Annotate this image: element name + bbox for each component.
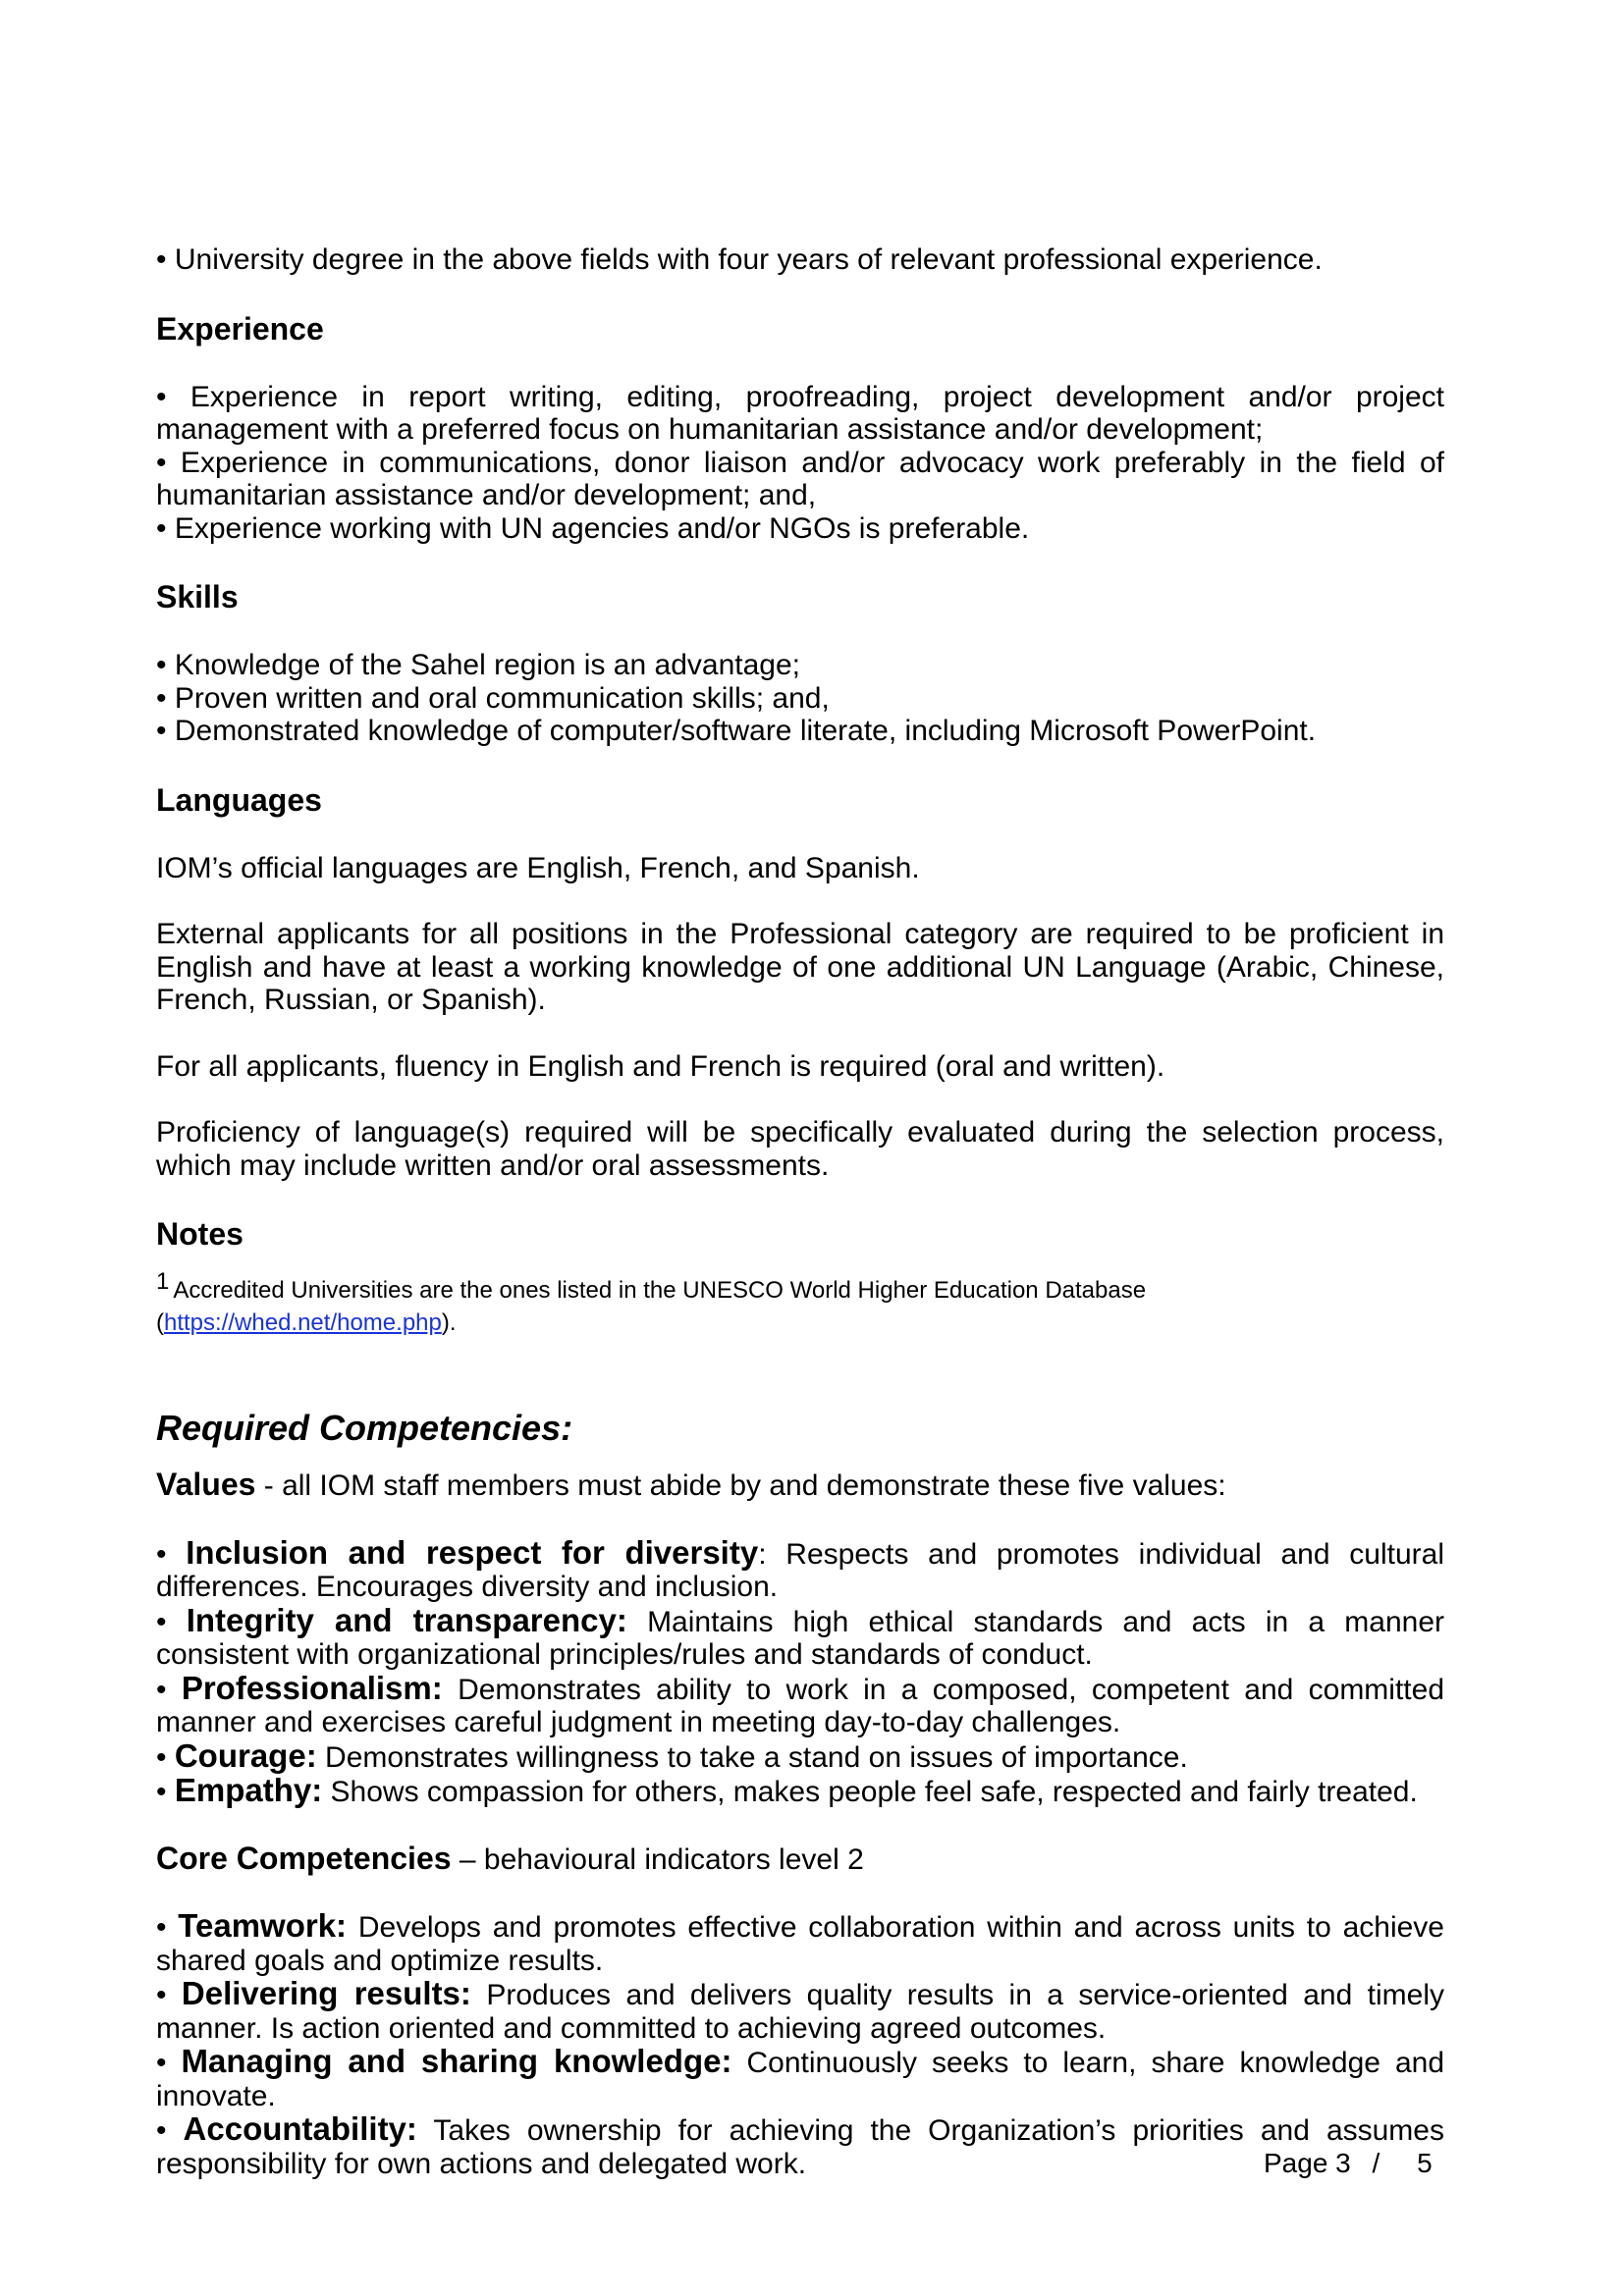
values-intro: [156, 1468, 1444, 1503]
whed-link[interactable]: https://whed.net/home.php: [164, 1309, 442, 1336]
bullet: •: [156, 1673, 182, 1706]
bullet: •: [156, 1605, 187, 1638]
value-description: Maintains high ethical standards and acts in a manner consistent with organizational principles/rules and standards of conduct.: [156, 1605, 1444, 1671]
notes-heading: Notes: [156, 1216, 243, 1252]
bullet: •: [156, 2047, 182, 2079]
value-description: Demonstrates ability to work in a composed, competent and committed manner and exercises careful judgment in meeting day-to-day challenges.: [156, 1673, 1444, 1738]
languages-paragraph: For all applicants, fluency in English and French is required (oral and written).: [156, 1049, 1165, 1083]
value-item: [156, 1736, 1444, 1775]
footnote-close: ).: [441, 1309, 457, 1336]
bullet: •: [156, 1911, 179, 1944]
bullet: •: [156, 1776, 175, 1808]
footnote: [156, 1268, 1444, 1339]
bullet: •: [156, 1537, 187, 1571]
competency-term: Teamwork:: [178, 1907, 348, 1944]
competency-term: Managing and sharing knowledge:: [181, 2043, 732, 2079]
value-item: [156, 1601, 1444, 1672]
languages-heading: Languages: [156, 781, 322, 818]
separator: [627, 1606, 647, 1638]
value-term: Empathy:: [174, 1772, 323, 1808]
values-list: [156, 1533, 1444, 1809]
document-page: [156, 243, 1444, 2180]
values-description: - all IOM staff members must abide by and demonstrate these five values:: [255, 1469, 1226, 1502]
skills-list: [156, 649, 1444, 748]
required-competencies-heading: Required Competencies:: [156, 1408, 573, 1448]
competency-description: Develops and promotes effective collaboration within and across units to achieve shared goals and optimize results.: [156, 1911, 1444, 1977]
competency-term: Delivering results:: [181, 1975, 471, 2011]
page-number: Page 3: [1264, 2148, 1351, 2178]
value-description: Demonstrates willingness to take a stand on issues of importance.: [325, 1740, 1188, 1774]
list-item: • Experience in report writing, editing, proofreading, project development and/or project management with a preferred focus on humanitarian assistance and/or development;: [156, 380, 1444, 446]
separator: [322, 1776, 330, 1808]
footnote-open-paren: (: [156, 1309, 164, 1336]
competency-item: [156, 1977, 1444, 2045]
separator: [471, 1979, 486, 2011]
core-competencies-label: Core Competencies: [156, 1840, 452, 1876]
value-term: Courage:: [174, 1736, 317, 1774]
page-separator: /: [1372, 2148, 1380, 2178]
core-competencies-intro: [156, 1842, 1444, 1877]
list-item: • Proven written and oral communication skills; and,: [156, 681, 830, 715]
competency-description: Produces and delivers quality results in a service-oriented and timely manner. Is action oriented and committed to achieving agreed outcomes.: [156, 1979, 1444, 2045]
languages-paragraph: IOM’s official languages are English, French, and Spanish.: [156, 851, 920, 884]
list-item: • Knowledge of the Sahel region is an advantage;: [156, 649, 800, 681]
languages-paragraph: Proficiency of language(s) required will be specifically evaluated during the selection process, which may include written and/or oral assessments.: [156, 1116, 1444, 1182]
values-label: Values: [156, 1467, 256, 1502]
competency-description: Continuously seeks to learn, share knowledge and innovate.: [156, 2047, 1445, 2112]
page-footer: [1264, 2148, 1433, 2179]
separator: [317, 1741, 325, 1774]
languages-paragraph: External applicants for all positions in the Professional category are required to be proficient in English and have at least a working knowledge of one additional UN Language (Arabic, Chinese, French, Russian, or Spanish).: [156, 918, 1444, 1016]
value-term: Integrity and transparency:: [186, 1601, 627, 1638]
separator: [417, 2114, 434, 2147]
value-description: Shows compassion for others, makes people feel safe, respected and fairly treated.: [330, 1776, 1418, 1808]
bullet: •: [156, 1740, 175, 1774]
footnote-marker: 1: [156, 1268, 170, 1295]
page-total: 5: [1417, 2148, 1433, 2178]
competency-item: [156, 2045, 1444, 2112]
core-competencies-list: [156, 1909, 1444, 2180]
competency-description: Takes ownership for achieving the Organization’s priorities and assumes responsibility for own actions and delegated work.: [156, 2114, 1444, 2180]
competency-term: Accountability:: [183, 2110, 417, 2147]
value-item: [156, 1774, 1444, 1809]
experience-list: [156, 381, 1444, 546]
value-term: Professionalism:: [181, 1669, 443, 1706]
separator: [731, 2047, 746, 2079]
value-term: Inclusion and respect for diversity: [186, 1533, 759, 1571]
value-item: [156, 1669, 1444, 1739]
list-item: • Demonstrated knowledge of computer/software literate, including Microsoft PowerPoint.: [156, 715, 1317, 747]
bullet: •: [156, 1979, 182, 2011]
experience-heading: Experience: [156, 310, 324, 347]
competency-item: [156, 1909, 1444, 1977]
list-item: • Experience in communications, donor liaison and/or advocacy work preferably in the field of humanitarian assistance and/or development; and,: [156, 446, 1444, 511]
list-item: • Experience working with UN agencies and/or NGOs is preferable.: [156, 511, 1030, 545]
competency-item: [156, 2112, 1444, 2180]
core-competencies-description: – behavioural indicators level 2: [451, 1842, 864, 1876]
value-description: Respects and promotes individual and cultural differences. Encourages diversity and inclusion.: [156, 1537, 1444, 1603]
separator: :: [758, 1537, 786, 1571]
separator: [347, 1911, 358, 1944]
separator: [443, 1674, 458, 1706]
value-item: [156, 1533, 1444, 1604]
footnote-text: Accredited Universities are the ones listed in the UNESCO World Higher Education Database: [173, 1277, 1147, 1304]
bullet: •: [156, 2114, 184, 2147]
education-requirement: • University degree in the above fields with four years of relevant professional experience.: [156, 243, 1323, 276]
skills-heading: Skills: [156, 579, 239, 614]
